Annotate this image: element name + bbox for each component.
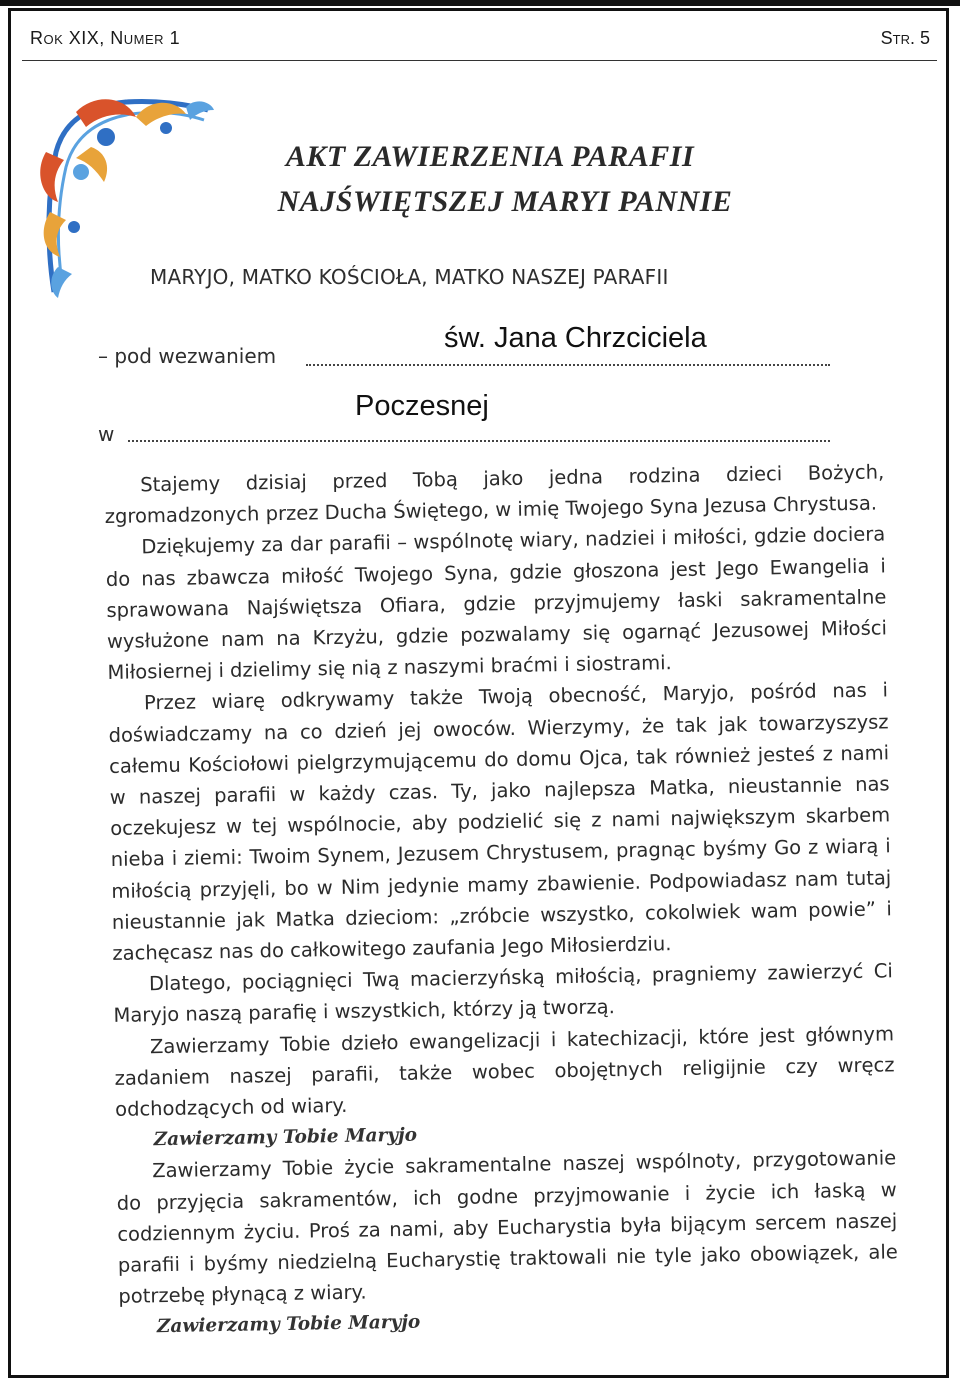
title-line-2: NAJŚWIĘTSZEJ MARYI PANNIE: [277, 185, 733, 218]
paragraph: Dlatego, pociągnięci Twą macierzyńską miłością, pragniemy zawierzyć Ci Maryjo naszą parafię i wszystkich, którzy ją tworzą.: [113, 959, 894, 1028]
paragraph: Stajemy dzisiaj przed Tobą jako jedna rodzina dzieci Bożych, zgromadzonych przez Ducha Świętego, w imię Twojego Syna Jezusa Chrystusa.: [104, 460, 885, 529]
patron-value: św. Jana Chrzciciela: [444, 322, 707, 354]
place-label: w: [98, 422, 115, 446]
patron-label: – pod wezwaniem: [98, 344, 277, 368]
place-dotted-line: [128, 440, 830, 442]
refrain: Zawierzamy Tobie Maryjo: [153, 1124, 418, 1151]
place-value: Poczesnej: [355, 390, 489, 422]
page-number: Str. 5: [880, 28, 930, 48]
paragraph: Zawierzamy Tobie dzieło ewangelizacji i katechizacji, które jest głównym zadaniem naszej parafii, także wobec obojętnych religijnie czy wręcz odchodzących od wiary.: [114, 1021, 895, 1121]
paragraph: Przez wiarę odkrywamy także Twoją obecność, Maryjo, pośród nas i doświadczamy na co dzień jej owoców. Wierzymy, że tak jak towarzyszysz całemu Kościołowi pielgrzymującemu do domu Ojca, tak również jesteś z nami w naszej parafii w każdy czas. Ty, jako najlepsza Matka, nieustannie nas oczekujesz w tej wspólnocie, aby podzielić się z nami największym skarbem nieba i ziemi: Twoim Synem, Jezusem Chrystusem, pragnąc byśmy Go z wiarą i miłością przyjęli, bo w Nim jedynie mamy zbawienie. Podpowiadasz nam tutaj nieustannie jak Matka dzieciom: „zróbcie wszystko, cokolwiek wam powie” i zachęcasz nas do całkowitego zaufania Jego Miłosierdziu.: [108, 678, 892, 965]
paragraph: Dziękujemy za dar parafii – wspólnotę wiary, nadziei i miłości, gdzie dociera do nas zbawcza miłość Twojego Syna, gdzie głoszona jest Jego Ewangelia i sprawowana Najświętsza Ofiara, gdzie przyjmujemy łaski sakramentalne wysłużone nam na Krzyżu, gdzie pozwalamy się ogarnąć Jezusowej Miłości Miłosiernej i dzielimy się nią z naszymi braćmi i siostrami.: [105, 522, 888, 685]
patron-dotted-line: [306, 364, 830, 366]
refrain: Zawierzamy Tobie Maryjo: [156, 1312, 421, 1338]
issue-label: Rok XIX, Numer 1: [30, 28, 181, 48]
title-line-1: AKT ZAWIERZENIA PARAFII: [285, 140, 695, 173]
page-header: [30, 28, 930, 54]
paragraph: Zawierzamy Tobie życie sakramentalne naszej wspólnoty, przygotowanie do przyjęcia sakramentów, ich godne przyjmowanie i życie ich łaską w codziennym życiu. Proś za nami, aby Eucharystia była bijącym sercem naszej parafii i byśmy niedzielną Eucharystię traktowali nie tyle jako obowiązek, ale potrzebę płynącą z wiary.: [116, 1146, 898, 1309]
header-divider: [22, 60, 937, 61]
top-edge-bar: [0, 0, 960, 6]
prayer-body: [104, 456, 899, 1343]
invocation-heading: MARYJO, MATKO KOŚCIOŁA, MATKO NASZEJ PARAFII: [150, 265, 669, 289]
